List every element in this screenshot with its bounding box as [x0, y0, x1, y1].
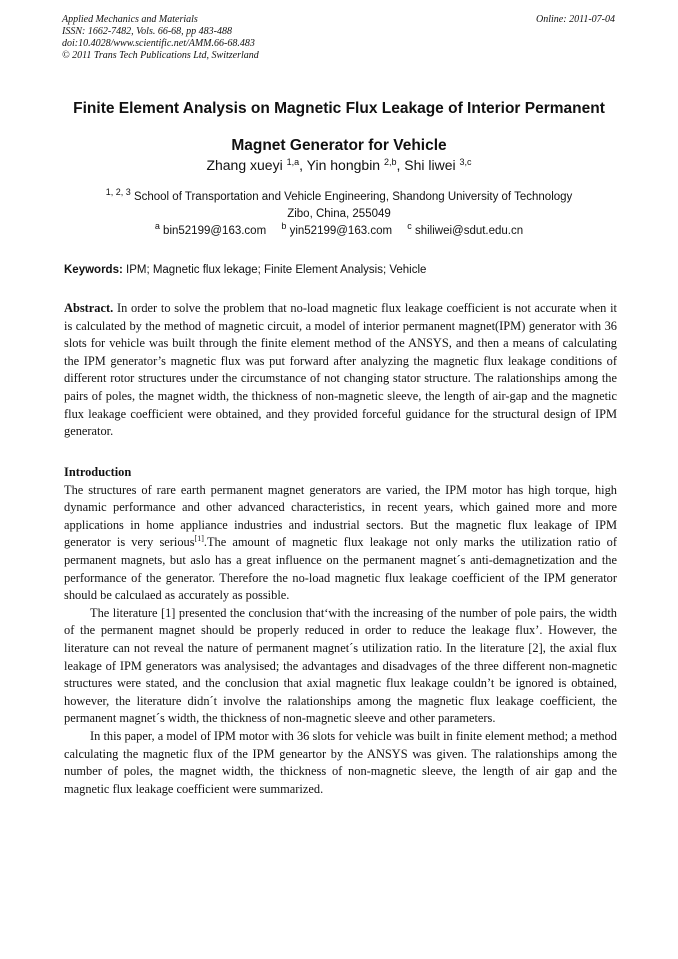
- paragraph: The literature [1] presented the conclusion that‘with the increasing of the number of pole pairs, the width of the permanent magnet should be properly reduced in order to reduce the leakage flux’. However, the literature can not reveal the nature of permanent magnet´s utilization ratio. In the literature [2], the axial flux leakage of IPM generators was analysised; the advantages and disadvages of the three different non-magnetic structures were stated, and the conclusion that axial magnetic flux leakage couldn’t be ignored is obtained, however, the literature didn´t involve the ralationships among the magnetic flux leakage coefficient, the permanent magnet´s width, the thickness of non-magnetic sleeve and other parameters.: [64, 605, 617, 726]
- author-separator: ,: [299, 157, 307, 173]
- email-address: yin52199@163.com: [289, 225, 393, 237]
- title-line-2: Magnet Generator for Vehicle: [231, 137, 447, 154]
- email-item: [407, 221, 524, 237]
- affiliation-line-1: School of Transportation and Vehicle Engineering, Shandong University of Technology: [133, 191, 573, 203]
- email-mark: a: [154, 221, 160, 231]
- author-affiliation-mark: 2,b: [383, 157, 397, 167]
- paper-title: [40, 90, 638, 164]
- email-mark: b: [281, 221, 287, 231]
- author-name: Yin hongbin: [306, 157, 381, 173]
- email-item: [281, 221, 393, 237]
- doi-line: doi:10.4028/www.scientific.net/AMM.66-68.483: [62, 38, 255, 49]
- keywords: [64, 262, 616, 278]
- section-heading: Introduction: [64, 465, 132, 479]
- author-name: Shi liwei: [404, 157, 456, 173]
- abstract-label: Abstract.: [64, 301, 114, 315]
- email-item: [154, 221, 267, 237]
- introduction-section: [64, 464, 617, 798]
- paragraph-text: The structures of rare earth permanent magnet generators are varied, the IPM motor has high torque, high dynamic performance and other advanced characteristics, in recent years, which gained more and more applications in home appliance industries and industrial sectors. But the magnetic flux leakage of IPM generator is very serious: [64, 482, 617, 550]
- affiliation: [40, 189, 638, 223]
- affiliation-line-2: Zibo, China, 255049: [287, 208, 391, 220]
- author-affiliation-mark: 3,c: [459, 157, 472, 167]
- email-address: shiliwei@sdut.edu.cn: [414, 225, 524, 237]
- affiliation-mark: 1, 2, 3: [105, 187, 131, 197]
- author-emails: [40, 223, 638, 240]
- online-date: Online: 2011-07-04: [536, 14, 615, 25]
- email-mark: c: [407, 221, 412, 231]
- paragraph: In this paper, a model of IPM motor with 36 slots for vehicle was built in finite element method; a method calculating the magnetic flux of the IPM geneartor by the ANSYS was given. The ralationships among the number of poles, the magnet width, the thickness of non-magnetic sleeve, the length of air gap and the magnetic flux leakage coefficient were summarized.: [64, 728, 617, 796]
- author-name: Zhang xueyi: [206, 157, 283, 173]
- keywords-label: Keywords:: [64, 264, 123, 276]
- issn-line: ISSN: 1662-7482, Vols. 66-68, pp 483-488: [62, 26, 232, 37]
- citation-ref: [1]: [194, 534, 204, 544]
- author-affiliation-mark: 1,a: [286, 157, 300, 167]
- paragraph: [64, 482, 617, 605]
- paragraph-text: .The amount of magnetic flux leakage not only marks the utilization ratio of permanent magnets, but aslo has a great influence on the permanent magnet´s anti-demagnetization and the performance of the generator. Therefore the no-load magnetic flux leakage coefficient of the IPM generator should be calculaed as accurately as possible.: [64, 535, 617, 603]
- journal-name: Applied Mechanics and Materials: [62, 14, 198, 25]
- author-separator: ,: [396, 157, 405, 173]
- abstract-text: In order to solve the problem that no-load magnetic flux leakage coefficient is not accurate when it is calculated by the method of magnetic circuit, a model of interior permanent magnet(IPM) generator with 36 slots for vehicle was built through the finite element method of the ANSYS, and then a means of calculating the IPM generator’s magnetic flux was put forward after analyzing the magnetic flux leakage conditions of different rotor structures under the circumstance of not changing stator structure. The ralationships among the pairs of poles, the magnet width, the thickness of non-magnetic sleeve, the length of air-gap and the magnetic flux leakage coefficient were obtained, and they provided forceful guidance for the structural design of IPM generator.: [64, 301, 617, 439]
- email-address: bin52199@163.com: [163, 225, 267, 237]
- copyright-line: © 2011 Trans Tech Publications Ltd, Switzerland: [62, 50, 259, 61]
- abstract: [64, 300, 617, 441]
- keywords-text: IPM; Magnetic flux lekage; Finite Element Analysis; Vehicle: [126, 264, 427, 276]
- journal-header: [62, 14, 615, 62]
- title-line-1: Finite Element Analysis on Magnetic Flux Leakage of Interior Permanent: [73, 100, 605, 117]
- author-list: [40, 154, 638, 176]
